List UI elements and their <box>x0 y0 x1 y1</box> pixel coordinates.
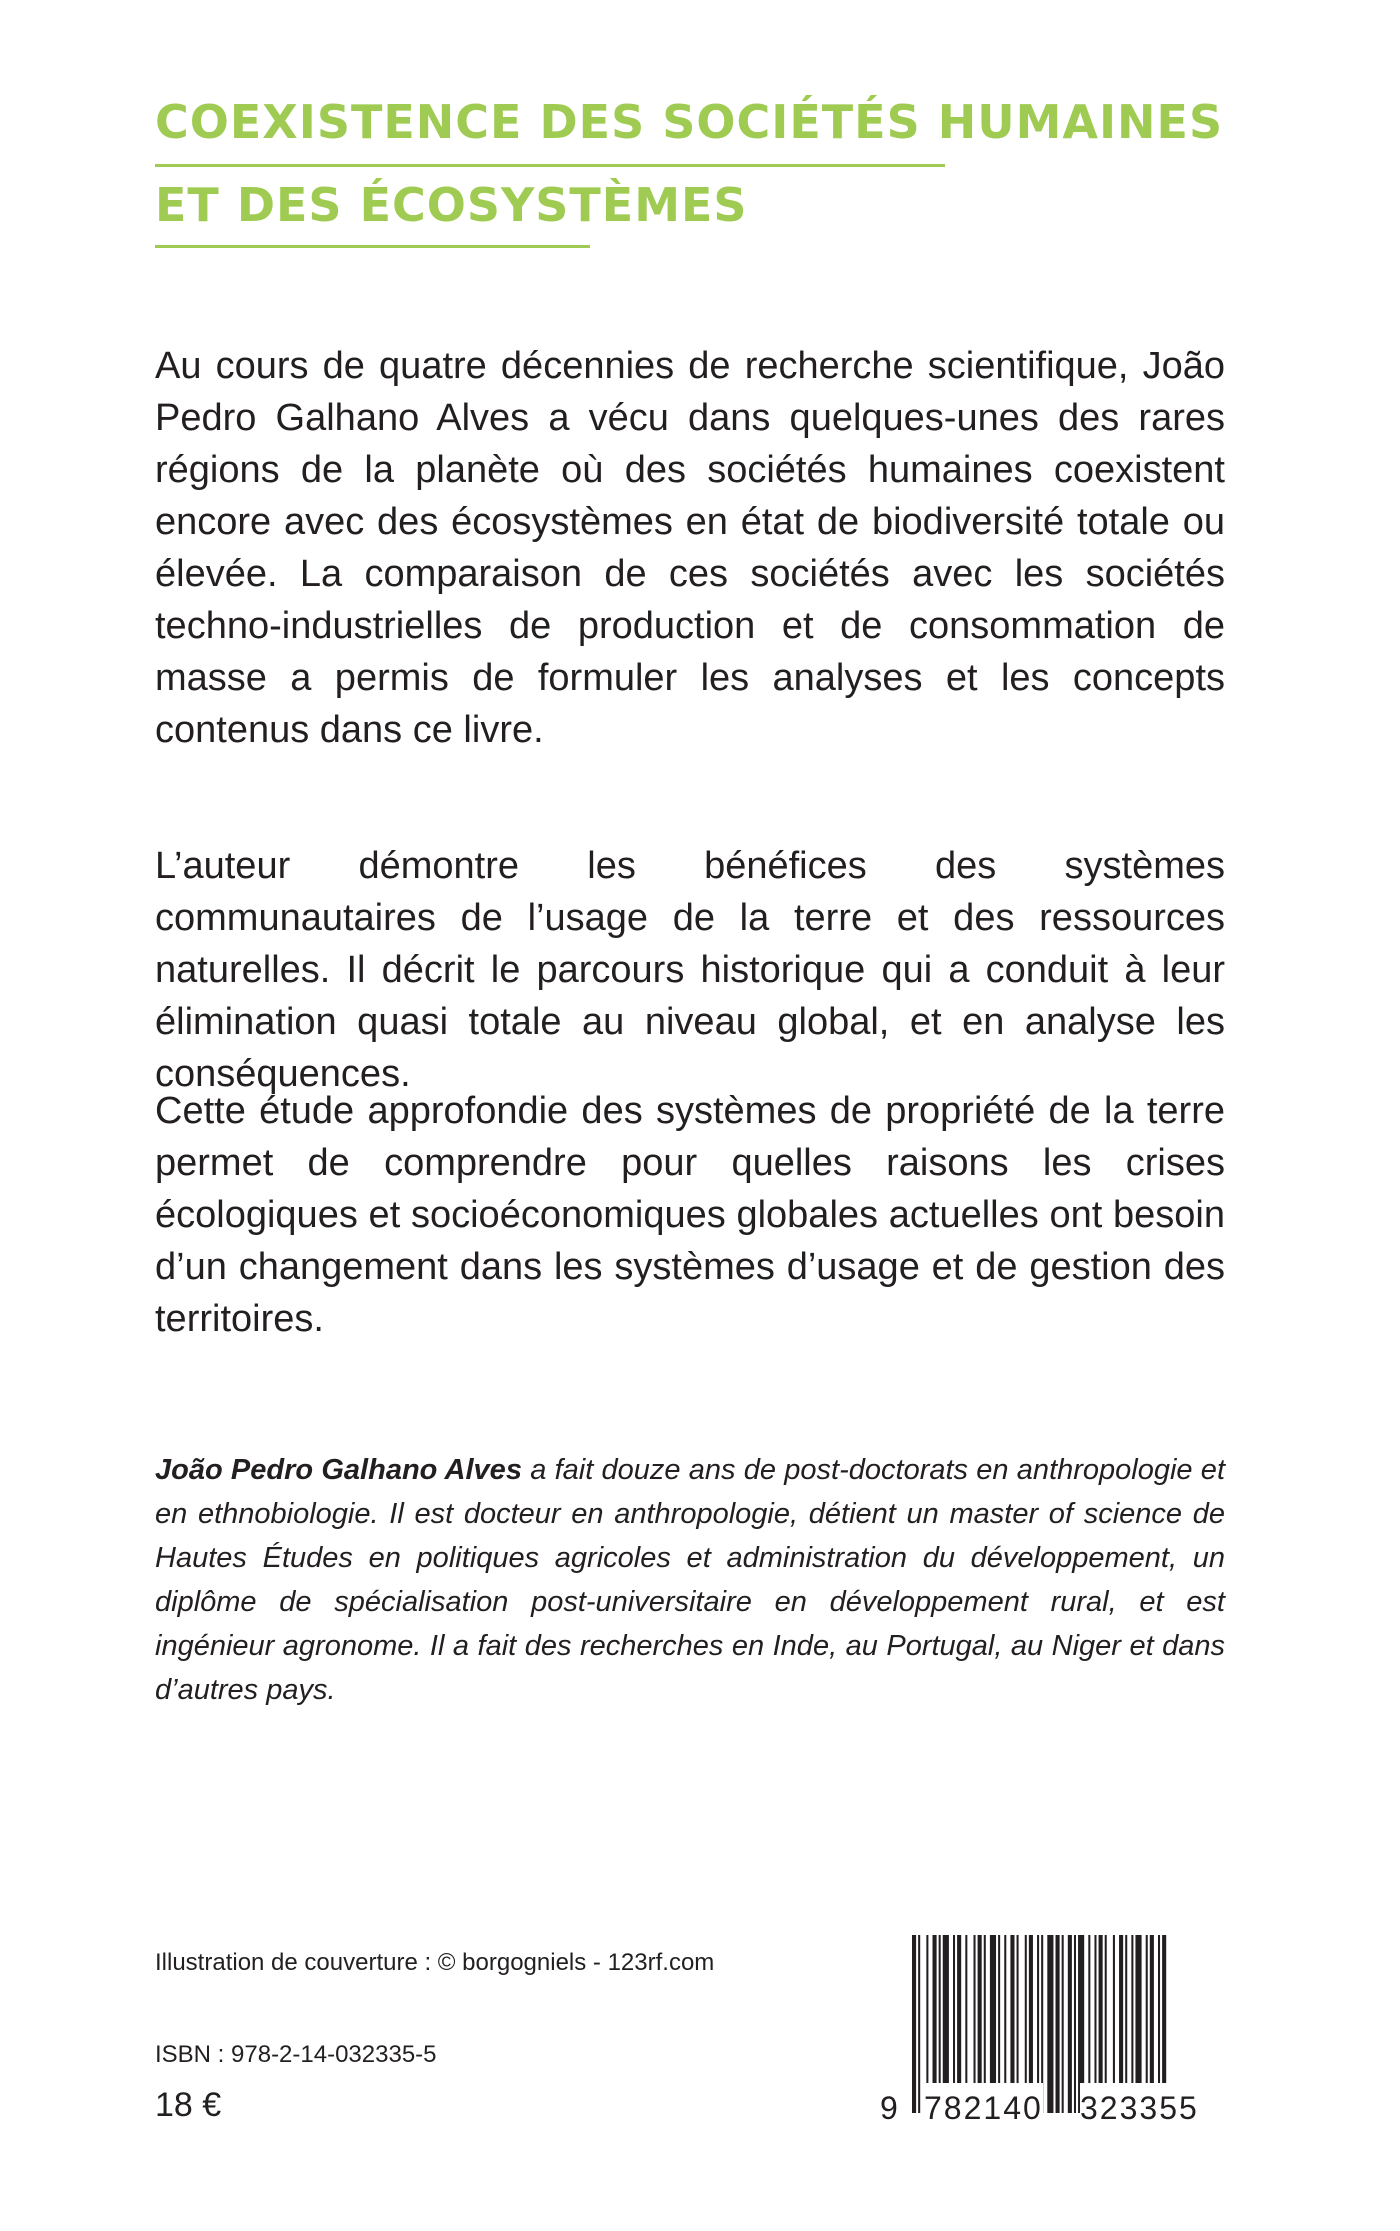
barcode-lead-digit: 9 <box>880 2083 900 2133</box>
barcode <box>880 1935 1230 2133</box>
title-underline-2 <box>155 245 590 248</box>
author-bio-text: a fait douze ans de post-doctorats en anthropologie et en ethnobiologie. Il est docteur en anthropologie, détient un master of science de Hautes Études en politiques agricoles et administration du développement, un diplôme de spécialisation post-universitaire en développement rural, et est ingénieur agronome. Il a fait des recherches en Inde, au Portugal, au Niger et dans d’autres pays. <box>155 1454 1225 1706</box>
barcode-digits <box>880 2083 1230 2133</box>
isbn: ISBN : 978-2-14-032335-5 <box>155 2041 437 2068</box>
price: 18 € <box>155 2086 222 2124</box>
author-bio <box>155 1448 1225 1712</box>
cover-title-line-1: COEXISTENCE DES SOCIÉTÉS HUMAINES <box>155 95 1224 149</box>
illustration-credit: Illustration de couverture : © borgogniels - 123rf.com <box>155 1949 715 1976</box>
barcode-group-1: 782140 <box>924 2083 1043 2133</box>
barcode-group-2: 323355 <box>1080 2083 1199 2133</box>
title-underline-1 <box>155 164 945 167</box>
cover-title-line-2: ET DES ÉCOSYSTÈMES <box>155 178 748 232</box>
summary-paragraph-1: Au cours de quatre décennies de recherche scientifique, João Pedro Galhano Alves a vécu dans quelques-unes des rares régions de la planète où des sociétés humaines coexistent encore avec des écosystèmes en état de biodiversité totale ou élevée. La comparaison de ces sociétés avec les sociétés techno-industrielles de production et de consommation de masse a permis de formuler les analyses et les concepts contenus dans ce livre. <box>155 345 1225 751</box>
author-name: João Pedro Galhano Alves <box>155 1454 522 1486</box>
summary-paragraph-2: L’auteur démontre les bénéfices des systèmes communautaires de l’usage de la terre et des ressources naturelles. Il décrit le parcours historique qui a conduit à leur élimination quasi totale au niveau global, et en analyse les conséquences. <box>155 845 1225 1095</box>
summary-paragraph-3: Cette étude approfondie des systèmes de propriété de la terre permet de comprendre pour quelles raisons les crises écologiques et socioéconomiques globales actuelles ont besoin d’un changement dans les systèmes d’usage et de gestion des territoires. <box>155 1090 1225 1340</box>
